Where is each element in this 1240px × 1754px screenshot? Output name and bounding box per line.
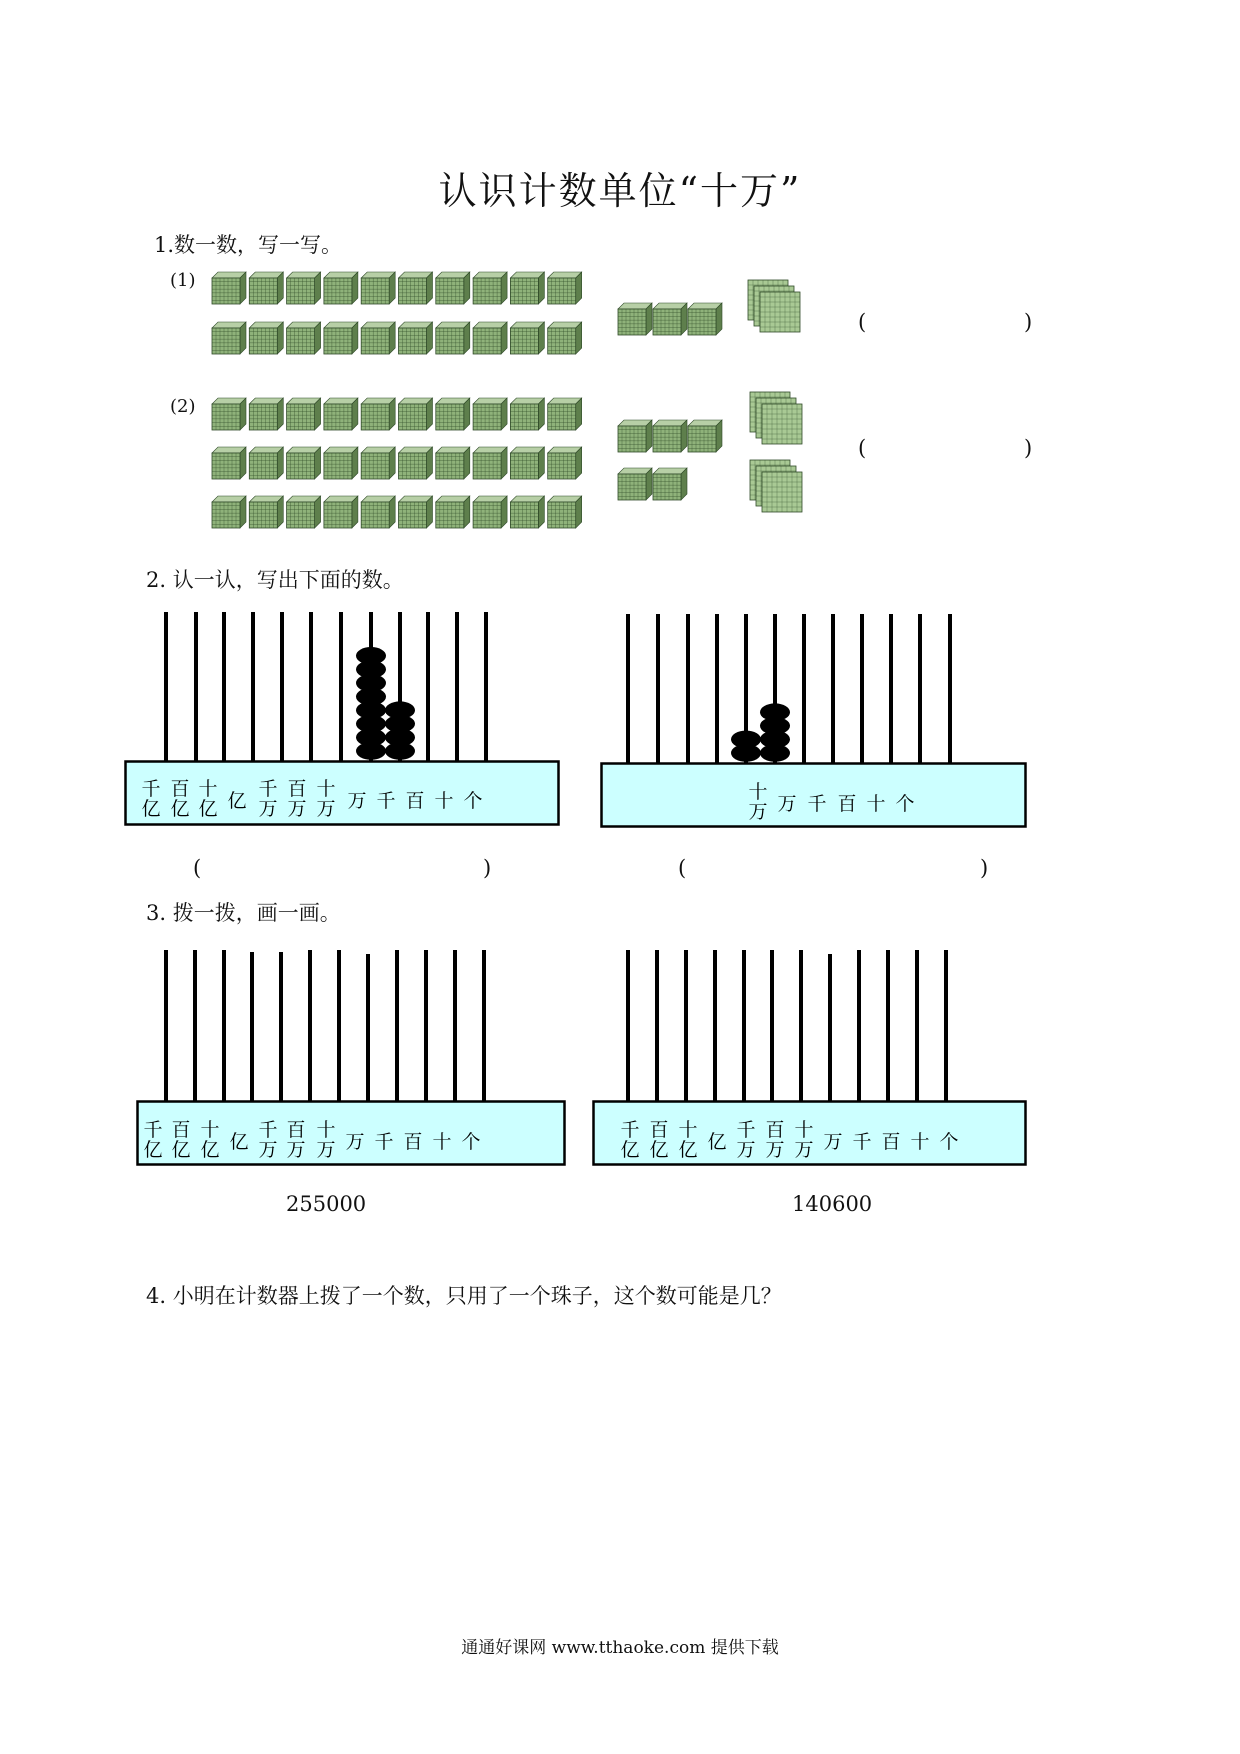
q3a-number: 255000: [286, 1192, 367, 1216]
q1-block-illustrations: [0, 0, 1240, 560]
cube-block: [473, 272, 507, 304]
cube-block: [473, 496, 507, 528]
cube-block: [653, 303, 687, 335]
place-label: 亿: [227, 790, 247, 812]
cube-block: [212, 322, 246, 354]
cube-block: [548, 447, 582, 479]
cube-block: [510, 398, 544, 430]
cube-block: [361, 272, 395, 304]
cube-block: [249, 447, 283, 479]
q3-abacus-b: [592, 946, 1030, 1168]
cube-block: [510, 322, 544, 354]
cube-block: [249, 322, 283, 354]
place-label: 十万: [316, 1119, 336, 1161]
place-label: 个: [895, 793, 915, 815]
q3-abacus-a: [136, 946, 568, 1168]
q3-prompt: 3. 拨一拨，画一画。: [146, 901, 341, 925]
cube-block: [399, 272, 433, 304]
cube-block: [212, 447, 246, 479]
place-label: 百万: [287, 778, 307, 820]
flat-block-stack: [748, 280, 800, 332]
q1-item1-answer-close: ): [1024, 310, 1033, 334]
place-label: 十亿: [678, 1119, 698, 1161]
place-label: 千亿: [620, 1119, 640, 1161]
place-label: 十: [866, 793, 886, 815]
cube-block: [287, 272, 321, 304]
q1-item1-answer-open: (: [858, 310, 867, 334]
place-label: 百万: [765, 1119, 785, 1161]
place-label: 万: [777, 793, 797, 815]
cube-block: [618, 303, 652, 335]
cube-block: [249, 398, 283, 430]
place-label: 万: [823, 1131, 843, 1153]
abacus-bead: [356, 647, 386, 665]
cube-block: [287, 447, 321, 479]
place-label: 亿: [229, 1131, 249, 1153]
cube-block: [473, 447, 507, 479]
cube-block: [212, 398, 246, 430]
abacus-bead: [731, 731, 761, 749]
cube-block: [399, 322, 433, 354]
worksheet-title: 认识计数单位“十万”: [438, 169, 802, 213]
place-label: 万: [345, 1131, 365, 1153]
q2b-answer-open: (: [678, 856, 687, 880]
cube-block: [361, 496, 395, 528]
cube-block: [361, 447, 395, 479]
cube-block: [287, 398, 321, 430]
q2-prompt: 2. 认一认，写出下面的数。: [146, 568, 404, 592]
cube-block: [436, 447, 470, 479]
cube-block: [361, 322, 395, 354]
q2b-answer-close: ): [980, 856, 989, 880]
place-label: 百万: [286, 1119, 306, 1161]
footer-credit: 通通好课网 www.tthaoke.com 提供下载: [461, 1638, 779, 1658]
cube-block: [548, 496, 582, 528]
cube-block: [287, 496, 321, 528]
cube-block: [399, 398, 433, 430]
cube-block: [436, 272, 470, 304]
q1-item2-answer-close: ): [1024, 436, 1033, 460]
abacus-bead: [760, 703, 790, 721]
place-label: 个: [461, 1131, 481, 1153]
cube-block: [548, 322, 582, 354]
place-label: 十万: [794, 1119, 814, 1161]
cube-block: [399, 447, 433, 479]
cube-block: [653, 420, 687, 452]
place-label: 千万: [258, 1119, 278, 1161]
cube-block: [548, 272, 582, 304]
cube-block: [436, 322, 470, 354]
cube-block: [618, 468, 652, 500]
place-label: 十: [434, 790, 454, 812]
place-label: 千: [374, 1131, 394, 1153]
cube-block: [548, 398, 582, 430]
cube-block: [324, 322, 358, 354]
cube-block: [473, 322, 507, 354]
place-label: 百: [403, 1131, 423, 1153]
cube-block: [510, 272, 544, 304]
cube-block: [212, 272, 246, 304]
q1-item2-answer-open: (: [858, 436, 867, 460]
flat-block-stack: [750, 460, 802, 512]
q2-abacus-a: [124, 608, 562, 828]
cube-block: [473, 398, 507, 430]
q2a-answer-close: ): [483, 856, 492, 880]
q1-item2-label: (2): [170, 396, 196, 417]
place-label: 十万: [316, 778, 336, 820]
cube-block: [287, 322, 321, 354]
place-label: 十万: [748, 781, 768, 823]
place-label: 十亿: [200, 1119, 220, 1161]
q4-prompt: 4. 小明在计数器上拨了一个数，只用了一个珠子，这个数可能是几？: [146, 1284, 782, 1308]
cube-block: [688, 303, 722, 335]
cube-block: [324, 398, 358, 430]
cube-block: [212, 496, 246, 528]
q1-prompt: 1.数一数，写一写。: [154, 233, 343, 257]
q3b-number: 140600: [792, 1192, 873, 1216]
place-label: 个: [463, 790, 483, 812]
cube-block: [361, 398, 395, 430]
place-label: 千万: [258, 778, 278, 820]
cube-block: [249, 272, 283, 304]
cube-block: [688, 420, 722, 452]
place-label: 千: [376, 790, 396, 812]
q2a-answer-open: (: [193, 856, 202, 880]
place-label: 十: [910, 1131, 930, 1153]
place-label: 百: [881, 1131, 901, 1153]
place-label: 千: [807, 793, 827, 815]
place-label: 百亿: [171, 1119, 191, 1161]
place-label: 千: [852, 1131, 872, 1153]
cube-block: [510, 496, 544, 528]
cube-block: [436, 398, 470, 430]
place-label: 亿: [707, 1131, 727, 1153]
flat-block-stack: [750, 392, 802, 444]
q1-item1-label: (1): [170, 270, 196, 291]
place-label: 百: [405, 790, 425, 812]
place-label: 百: [837, 793, 857, 815]
cube-block: [249, 496, 283, 528]
abacus-base: [126, 762, 559, 825]
cube-block: [653, 468, 687, 500]
place-label: 百亿: [649, 1119, 669, 1161]
place-label: 百亿: [170, 778, 190, 820]
cube-block: [324, 447, 358, 479]
cube-block: [618, 420, 652, 452]
cube-block: [436, 496, 470, 528]
place-label: 千亿: [143, 1119, 163, 1161]
cube-block: [324, 272, 358, 304]
cube-block: [324, 496, 358, 528]
abacus-bead: [385, 701, 415, 719]
place-label: 个: [939, 1131, 959, 1153]
place-label: 万: [347, 790, 367, 812]
cube-block: [510, 447, 544, 479]
place-label: 十亿: [198, 778, 218, 820]
place-label: 十: [432, 1131, 452, 1153]
q2-abacus-b: [600, 608, 1030, 830]
cube-block: [399, 496, 433, 528]
place-label: 千万: [736, 1119, 756, 1161]
place-label: 千亿: [141, 778, 161, 820]
